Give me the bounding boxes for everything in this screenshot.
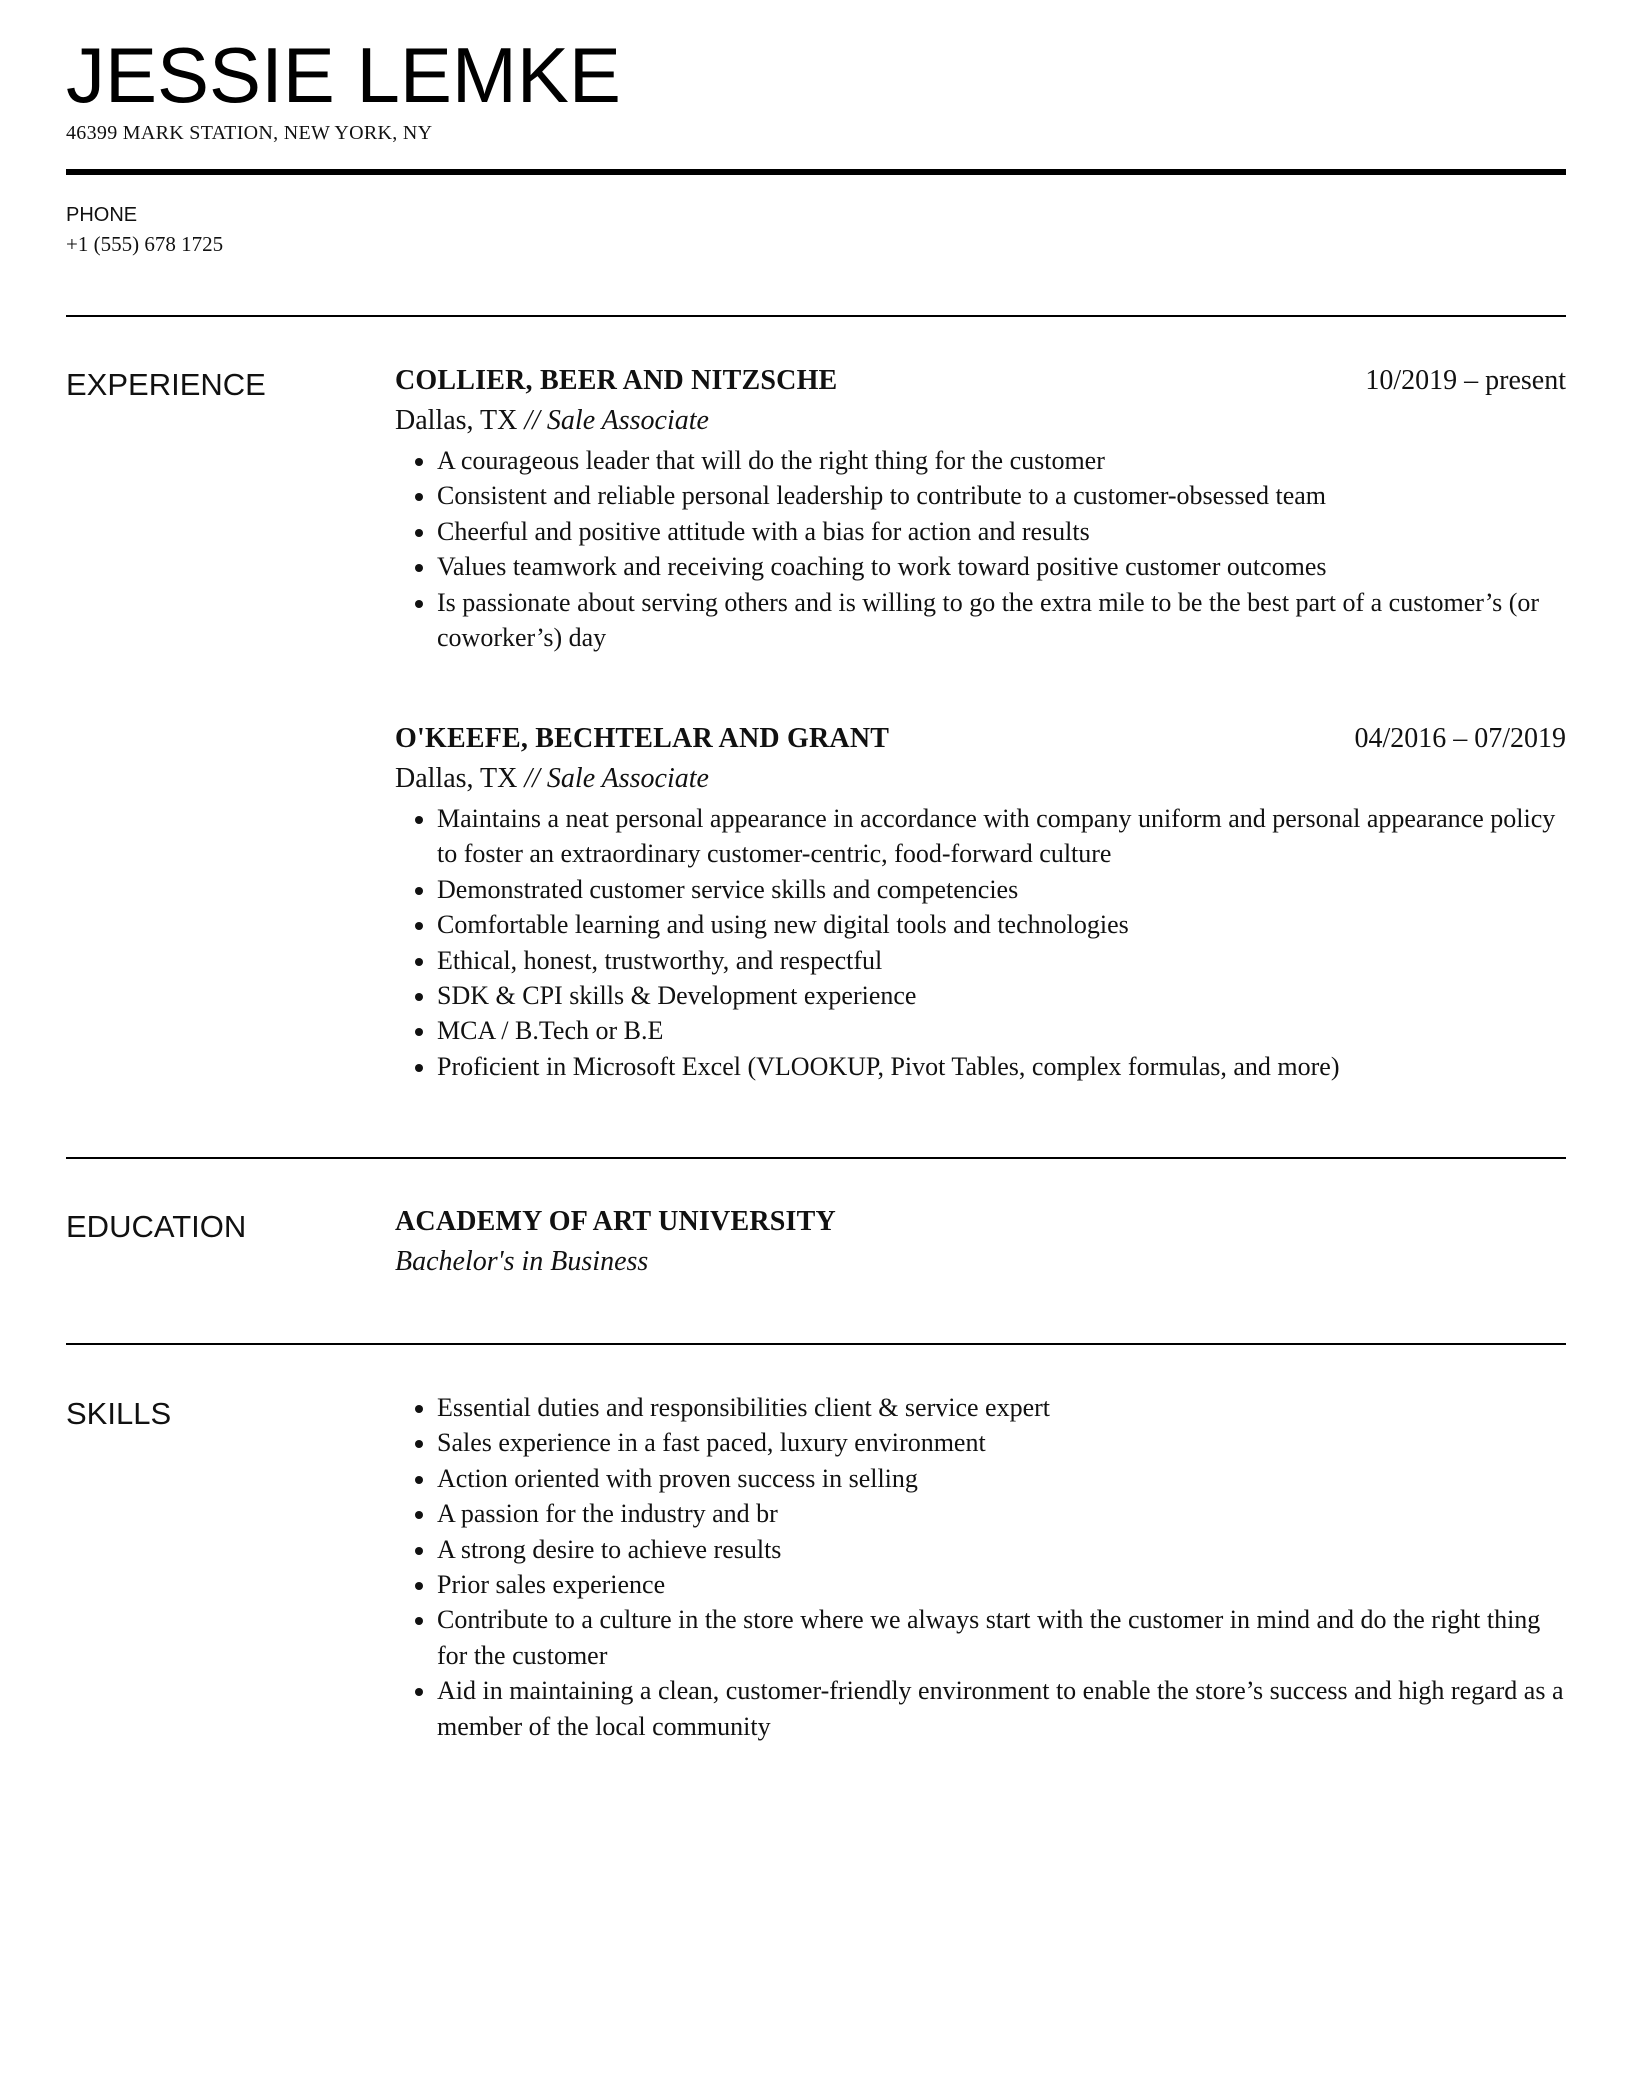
education-school: ACADEMY OF ART UNIVERSITY <box>395 1206 836 1237</box>
list-item: • MCA / B.Tech or B.E <box>437 1013 1566 1048</box>
list-item: • Demonstrated customer service skills and competencies <box>437 872 1566 907</box>
list-item: • Contribute to a culture in the store where we always start with the customer in mind and do the right thing for the customer <box>437 1602 1566 1673</box>
candidate-address: 46399 MARK STATION, NEW YORK, NY <box>66 122 433 144</box>
list-item: • A courageous leader that will do the right thing for the customer <box>437 443 1566 478</box>
job-role: Sale Associate <box>546 763 709 794</box>
list-item: • Sales experience in a fast paced, luxury environment <box>437 1425 1566 1460</box>
skills-list-wrapper <box>395 1390 1566 1744</box>
job-location: Dallas, TX <box>395 405 518 436</box>
list-item: • Action oriented with proven success in selling <box>437 1461 1566 1496</box>
list-item: • Aid in maintaining a clean, customer-friendly environment to enable the store’s success and high regard as a member of the local community <box>437 1673 1566 1744</box>
section-divider-skills <box>66 1343 1566 1345</box>
section-divider-experience <box>66 315 1566 317</box>
phone-value: +1 (555) 678 1725 <box>66 232 224 256</box>
job-entry-2 <box>395 721 1566 1084</box>
education-degree: Bachelor's in Business <box>395 1246 649 1277</box>
job-company: COLLIER, BEER AND NITZSCHE <box>395 365 838 396</box>
list-item: • Consistent and reliable personal leadership to contribute to a customer-obsessed team <box>437 478 1566 513</box>
job-company: O'KEEFE, BECHTELAR AND GRANT <box>395 723 890 754</box>
list-item: • Values teamwork and receiving coaching to work toward positive customer outcomes <box>437 549 1566 584</box>
phone-label: PHONE <box>66 204 138 226</box>
list-item: • A passion for the industry and br <box>437 1496 1566 1531</box>
list-item: • Prior sales experience <box>437 1567 1566 1602</box>
job-duties-list <box>395 801 1566 1084</box>
list-item: • A strong desire to achieve results <box>437 1532 1566 1567</box>
job-dates: 10/2019 – present <box>1365 365 1566 396</box>
list-item: • Maintains a neat personal appearance in accordance with company uniform and personal appearance policy to foster an extraordinary customer-centric, food-forward culture <box>437 801 1566 872</box>
education-section-title: EDUCATION <box>66 1209 247 1244</box>
job-duties-list <box>395 443 1566 655</box>
list-item: • Is passionate about serving others and is willing to go the extra mile to be the best part of a customer’s (or coworker’s) day <box>437 585 1566 656</box>
education-entry <box>395 1204 1566 1280</box>
skills-section-title: SKILLS <box>66 1396 172 1431</box>
list-item: • Ethical, honest, trustworthy, and respectful <box>437 943 1566 978</box>
job-separator: // <box>517 763 547 794</box>
section-divider-education <box>66 1157 1566 1159</box>
job-role: Sale Associate <box>546 405 709 436</box>
list-item: • SDK & CPI skills & Development experience <box>437 978 1566 1013</box>
list-item: • Comfortable learning and using new digital tools and technologies <box>437 907 1566 942</box>
job-entry-1 <box>395 363 1566 655</box>
skills-list <box>395 1390 1566 1744</box>
job-location-role <box>395 403 1566 439</box>
job-dates: 04/2016 – 07/2019 <box>1354 723 1566 754</box>
list-item: • Proficient in Microsoft Excel (VLOOKUP, Pivot Tables, complex formulas, and more) <box>437 1049 1566 1084</box>
experience-section-title: EXPERIENCE <box>66 367 266 402</box>
header-divider <box>66 169 1566 175</box>
job-separator: // <box>517 405 547 436</box>
list-item: • Essential duties and responsibilities client & service expert <box>437 1390 1566 1425</box>
job-location: Dallas, TX <box>395 763 518 794</box>
job-location-role <box>395 761 1566 797</box>
list-item: • Cheerful and positive attitude with a bias for action and results <box>437 514 1566 549</box>
candidate-name: JESSIE LEMKE <box>66 31 621 119</box>
